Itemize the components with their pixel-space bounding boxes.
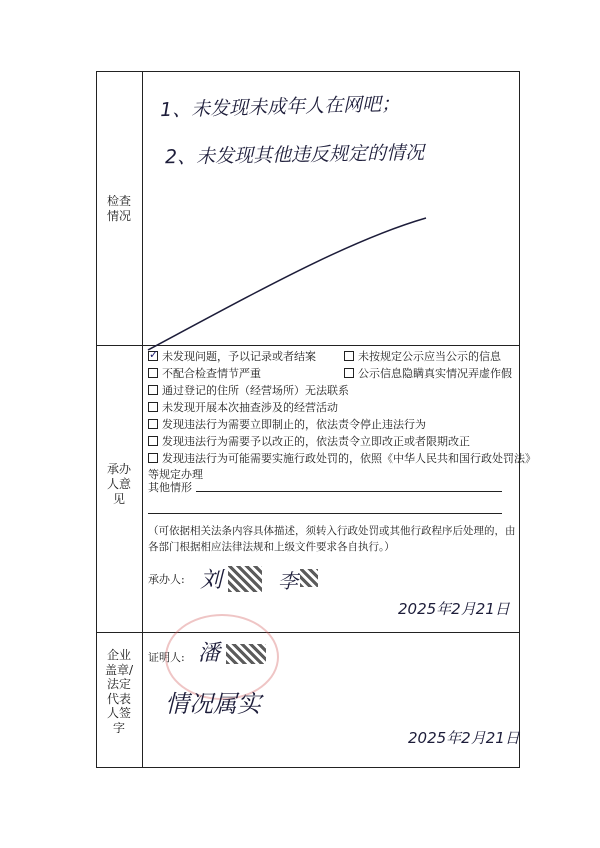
blank-input-line[interactable] [148,513,502,514]
other-label: 其他情形 [148,481,192,494]
option-label: 公示信息隐瞒真实情况弄虚作假 [358,367,512,380]
witness-signature-redacted [226,644,266,664]
checkbox[interactable] [148,419,158,429]
table-border-left [96,71,97,768]
inspection-handwriting-1: 1、未发现未成年人在网吧； [159,92,401,122]
inspection-label-line: 情况 [106,209,131,223]
checkbox[interactable] [148,368,158,378]
option-false-info[interactable] [344,366,512,381]
option-continuation: 等规定办理 [148,468,203,481]
checkbox[interactable] [148,402,158,412]
enterprise-label-line: 企业 [106,648,131,662]
handler-signature-1: 刘 [200,568,223,593]
enterprise-remark: 情况属实 [165,690,261,718]
enterprise-date: 2025年2月21日 [408,729,520,747]
option-unreachable[interactable] [148,383,349,398]
handler-signature-2: 李 [278,569,298,593]
row-divider-2 [96,632,520,633]
strike-through-line [140,210,440,360]
option-label: 不配合检查情节严重 [162,367,261,380]
option-not-publicized[interactable] [344,349,501,364]
option-label: 发现违法行为需要立即制止的，依法责令停止违法行为 [162,418,426,431]
inspection-handwriting-2: 2、未发现其他违反规定的情况 [164,141,425,169]
option-label: 通过登记的住所（经营场所）无法联系 [162,384,349,397]
option-label: 未发现问题，予以记录或者结案 [162,350,316,363]
strike-through-stroke [148,218,426,350]
opinion-label [99,462,139,507]
enterprise-label-line: 代表 [106,691,131,706]
option-label: 未发现开展本次抽查涉及的经营活动 [162,401,338,414]
option-no-activity[interactable] [148,400,338,415]
table-border-right [519,71,520,768]
checkbox[interactable] [148,453,158,463]
witness-label: 证明人: [148,651,185,664]
enterprise-label-line: 人签 [106,706,131,720]
checkbox[interactable] [344,368,354,378]
option-label: 发现违法行为需要予以改正的，依法责令立即改正或者限期改正 [162,435,470,448]
opinion-label-line: 承办 [106,462,131,476]
enterprise-label-line: 字 [112,720,125,735]
option-uncooperative[interactable] [148,366,261,381]
handler-label: 承办人: [148,573,185,586]
option-penalty[interactable] [148,451,536,466]
witness-signature: 潘 [198,641,221,666]
handler-signature-redacted [228,566,262,592]
table-border-top [96,71,520,72]
enterprise-label [99,648,139,735]
inspection-label [99,194,139,224]
handler-signature-2-redacted [300,569,318,587]
handler-date: 2025年2月21日 [398,600,510,618]
checkbox[interactable] [148,436,158,446]
label-column-divider [142,71,143,768]
note-line-1: （可依据相关法条内容具体描述，须转入行政处罚或其他行政程序后处理的，由 [148,525,516,537]
opinion-label-line: 人意 [106,477,131,491]
enterprise-label-line: 法定 [106,677,131,691]
option-stop-violation[interactable] [148,417,426,432]
note-line-2: 各部门根据相应法律法规和上级文件要求各自执行。） [148,541,395,553]
opinion-label-line: 见 [112,492,125,506]
option-correct-violation[interactable] [148,434,470,449]
table-border-bottom [96,767,520,768]
option-label: 未按规定公示应当公示的信息 [358,350,501,363]
checkbox-checked[interactable] [148,351,158,361]
option-label: 发现违法行为可能需要实施行政处罚的，依照《中华人民共和国行政处罚法》 [162,452,536,465]
inspection-label-line: 检查 [106,194,131,208]
option-no-issue[interactable] [148,349,316,364]
other-input-line[interactable] [196,491,502,492]
checkbox[interactable] [148,385,158,395]
checkbox[interactable] [344,351,354,361]
enterprise-label-line: 盖章/ [104,662,134,677]
